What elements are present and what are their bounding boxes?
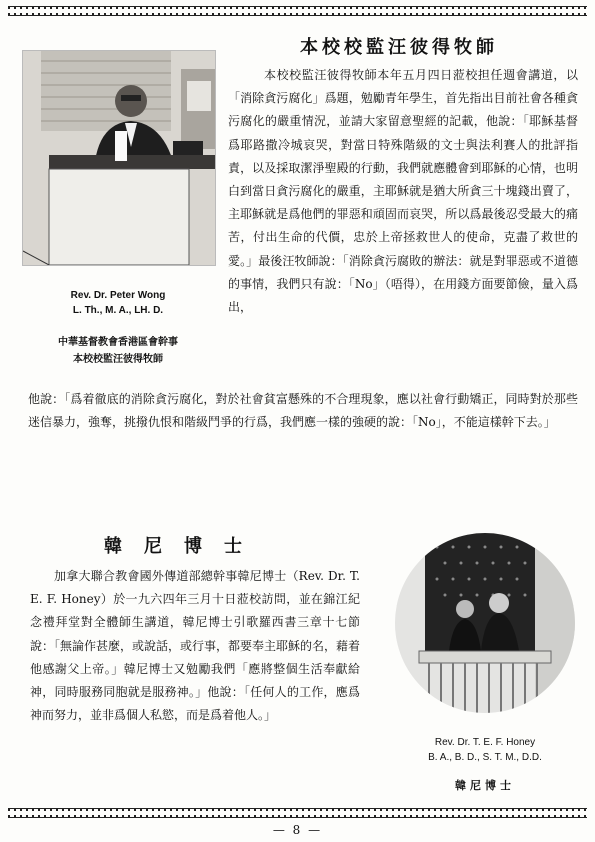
caption-name: Rev. Dr. T. E. F. Honey bbox=[434, 737, 536, 748]
section1-title: 本校校監汪彼得牧師 bbox=[300, 37, 498, 58]
honey-caption bbox=[390, 735, 580, 765]
caption-degrees: B. A., B. D., S. T. M., D.D. bbox=[428, 752, 542, 763]
top-border bbox=[8, 6, 587, 16]
section1-paragraph-lower: 他說：「爲着徹底的消除貪污腐化，對於社會貧富懸殊的不合理現象，應以社會行動矯正，同時對於那些迷信暴力，強奪，挑撥仇恨和階級鬥爭的行爲，我們應一樣的強硬的說：「No」，不能這樣幹下去。」 bbox=[28, 392, 578, 430]
page-number: — 8 — bbox=[272, 823, 323, 837]
caption-degrees: L. Th., M. A., LH. D. bbox=[72, 305, 164, 316]
caption-name: Rev. Dr. Peter Wong bbox=[70, 290, 166, 301]
peter-wong-caption-cn bbox=[22, 334, 214, 368]
bottom-border bbox=[8, 808, 587, 818]
peter-wong-caption bbox=[22, 288, 214, 318]
photo-peter-wong bbox=[22, 50, 216, 266]
section1-paragraph-upper: 本校校監汪彼得牧師本年五月四日蒞校担任週會講道，以「消除貪污腐化」爲題，勉勵青年學生，首先指出目前社會各種貪污腐化的嚴重情況，並請大家留意聖經的記載，他說：「耶穌基督爲耶路撒冷城哀哭，對當日特殊階級的文士與法利賽人的批評指責，以及採取潔淨聖殿的行動，我們就應體會到耶穌的心情，也明白到當日貪污腐化的嚴重，主耶穌就是猶大所貪三十塊錢出賣了，主耶穌就是爲他們的罪惡和頑固而哀哭，所以爲最後忍受最大的痛苦，付出生命的代價，忠於上帝拯救世人的使命，克盡了救世的愛。」最後汪牧師說：「消除貪污腐敗的辦法：就是對罪惡或不道德的事情，我們只有說：「No」（唔得），在用錢方面要節儉，量入爲出， bbox=[228, 68, 578, 315]
honey-caption-cn: 韓尼博士 bbox=[455, 779, 515, 792]
caption-cn-line1: 中華基督教會香港區會幹事 bbox=[58, 337, 178, 348]
caption-cn-line2: 本校校監汪彼得牧師 bbox=[73, 354, 163, 365]
section2-paragraph: 加拿大聯合教會國外傳道部總幹事韓尼博士（Rev. Dr. T. E. F. Honey）於一九六四年三月十日蒞校訪問，並在錦江紀念禮拜堂對全體師生講道，韓尼博士引歌羅西書三章十七節說：「無論作甚麼，或說話，或行事，都要奉主耶穌的名，藉着他感謝父上帝。」韓尼博士又勉勵我們「應將整個生活奉獻給神，同時服務同胞就是服務神。」他說：「任何人的工作，應爲神而努力，並非爲個人私慾，而是爲着他人。」 bbox=[30, 569, 361, 723]
photo-honey bbox=[395, 533, 575, 713]
section2-title: 韓尼博士 bbox=[104, 536, 264, 557]
